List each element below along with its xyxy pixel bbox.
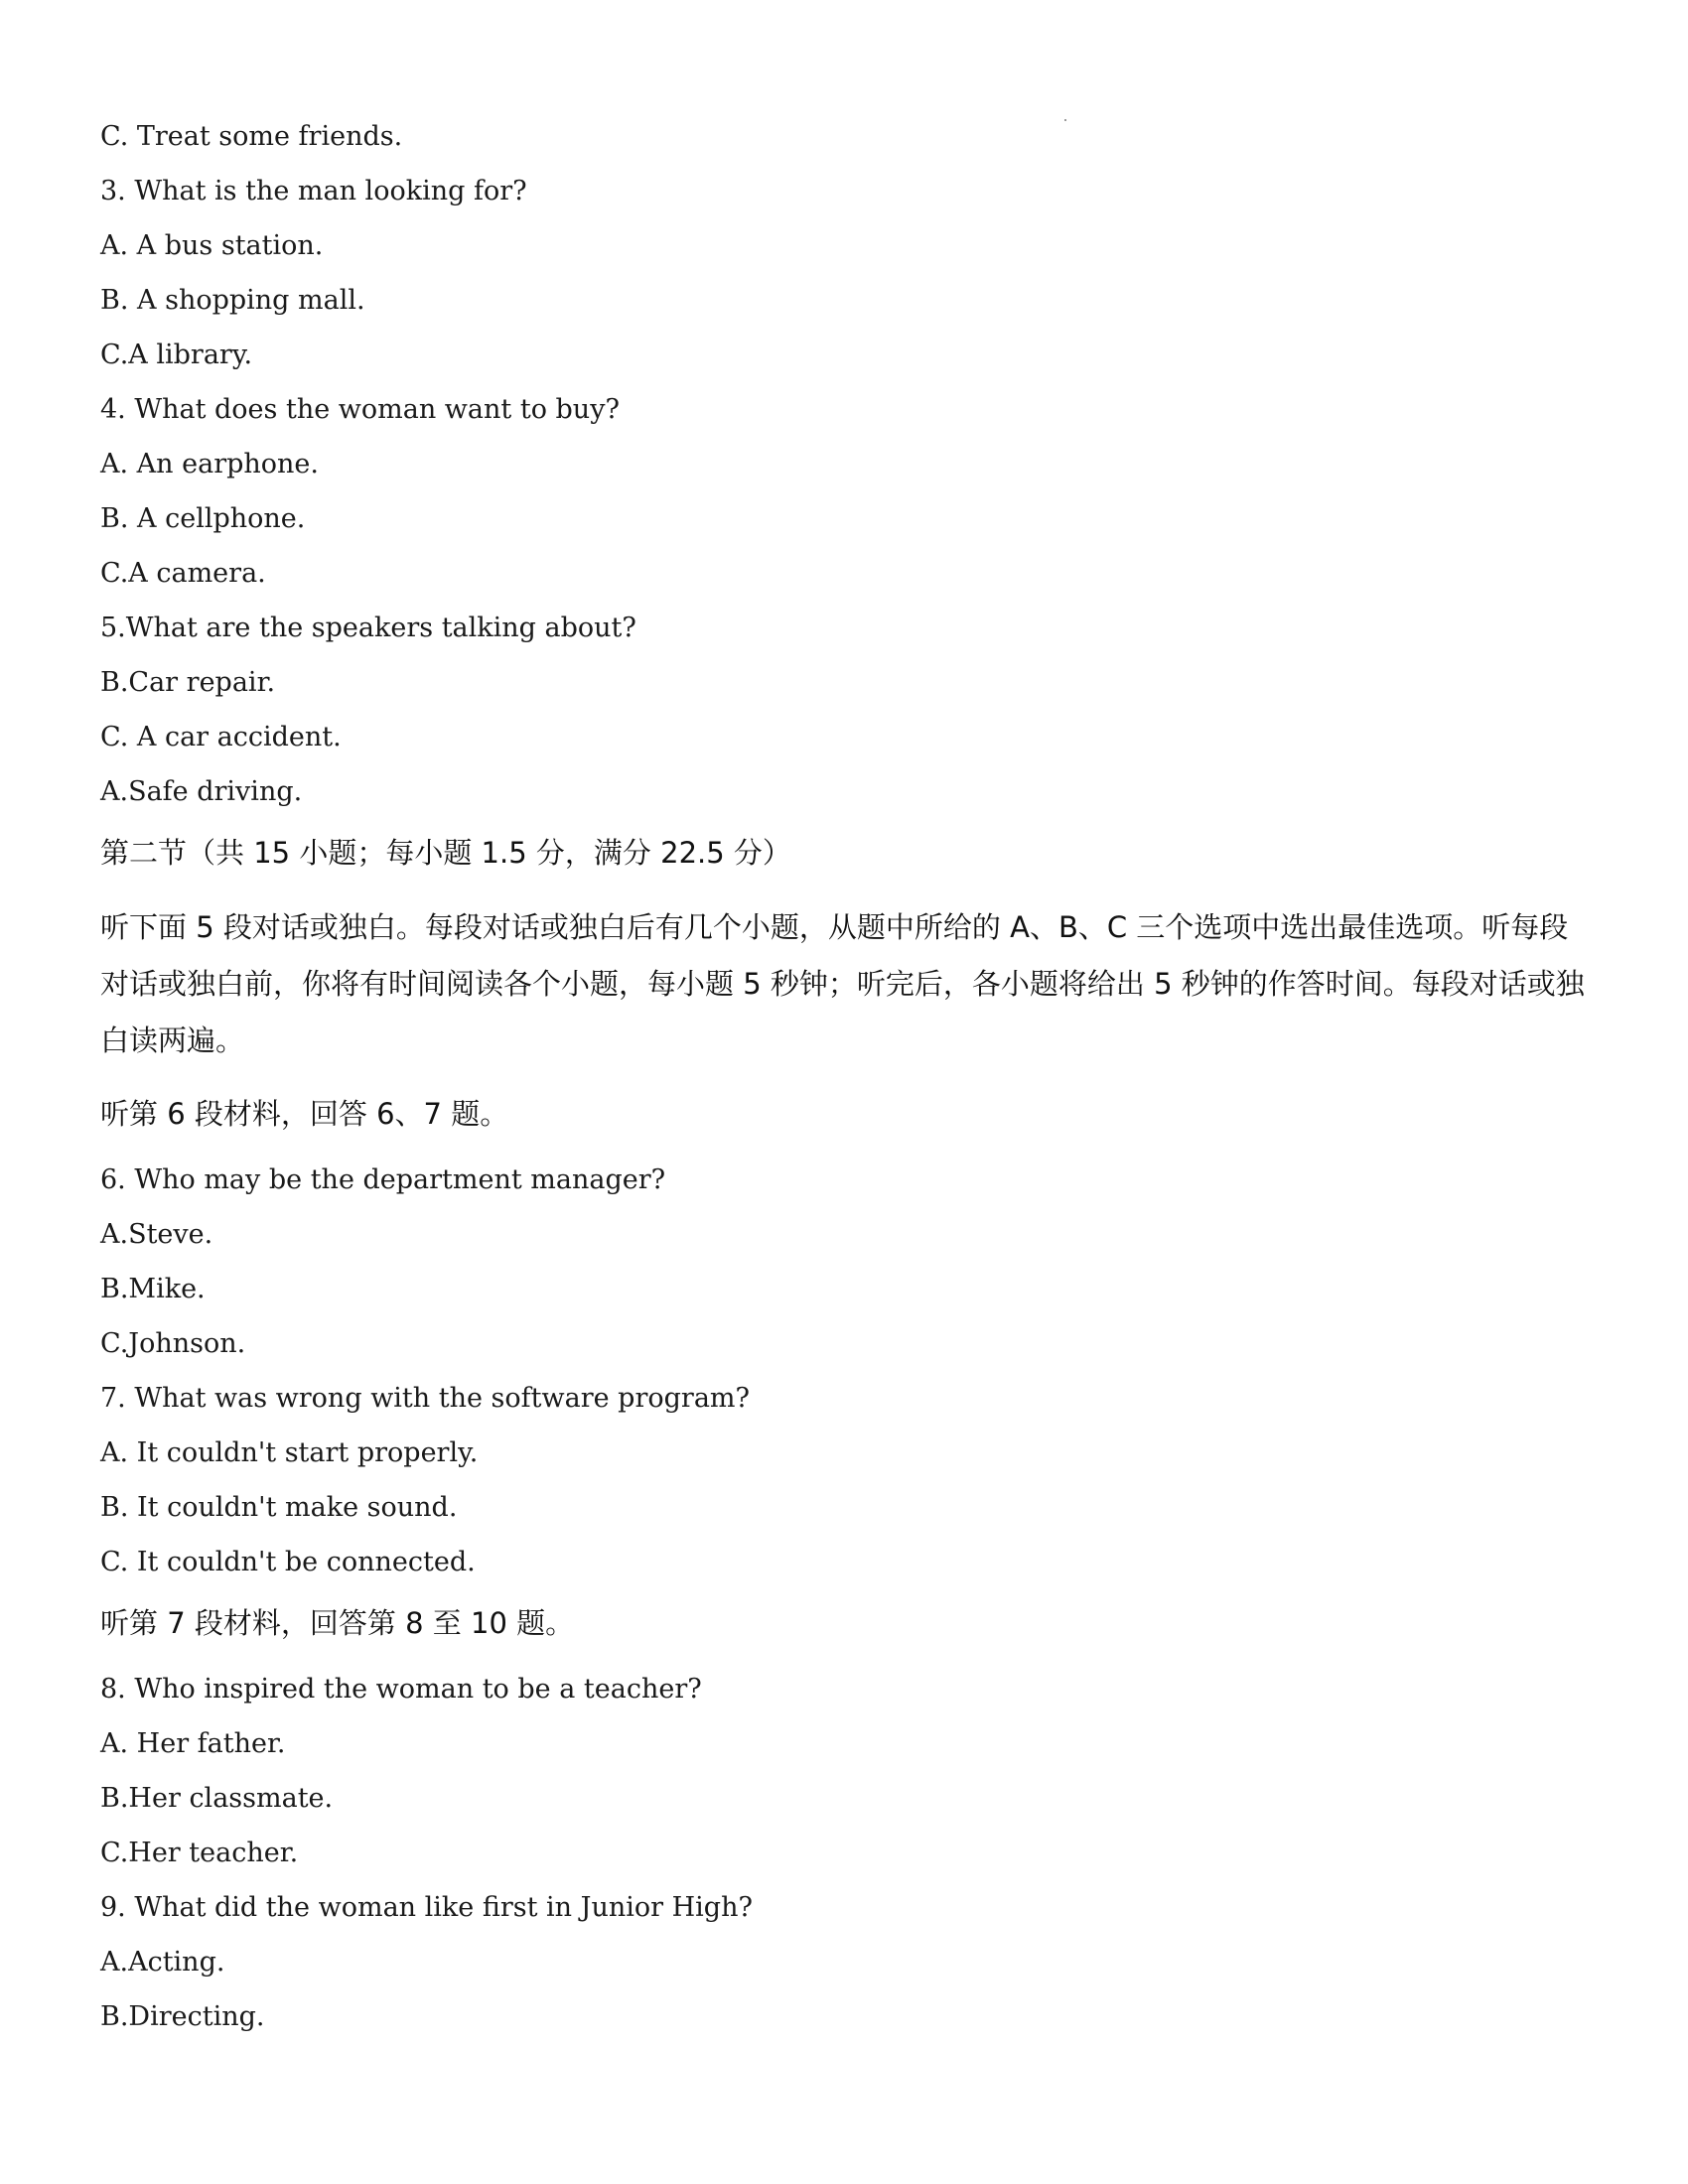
question-line: 7. What was wrong with the software program? xyxy=(100,1383,750,1414)
section-heading: 第二节（共 15 小题；每小题 1.5 分，满分 22.5 分） xyxy=(100,836,791,870)
option-line: C.A camera. xyxy=(100,558,266,589)
instructions-line: 听下面 5 段对话或独白。每段对话或独白后有几个小题，从题中所给的 A、B、C 三个选项中选出最佳选项。听每段 xyxy=(100,910,1569,944)
option-line: B.Her classmate. xyxy=(100,1783,334,1814)
question-line: 8. Who inspired the woman to be a teacher? xyxy=(100,1674,702,1705)
question-line: 4. What does the woman want to buy? xyxy=(100,394,620,425)
option-line: C.Johnson. xyxy=(100,1328,246,1359)
material-heading: 听第 6 段材料，回答 6、7 题。 xyxy=(100,1097,509,1131)
instructions-line: 对话或独白前，你将有时间阅读各个小题，每小题 5 秒钟；听完后，各小题将给出 5 秒钟的作答时间。每段对话或独 xyxy=(100,967,1585,1001)
material-heading: 听第 7 段材料，回答第 8 至 10 题。 xyxy=(100,1606,575,1640)
instructions-line: 白读两遍。 xyxy=(100,1024,245,1057)
option-line: A.Acting. xyxy=(100,1947,225,1978)
option-line: A. Her father. xyxy=(100,1728,286,1759)
question-line: 6. Who may be the department manager? xyxy=(100,1164,666,1195)
question-line: 9. What did the woman like first in Junior High? xyxy=(100,1892,753,1923)
question-line: 5.What are the speakers talking about? xyxy=(100,613,636,643)
scan-speck xyxy=(1064,119,1066,121)
option-line: C.A library. xyxy=(100,340,253,370)
option-line: B.Car repair. xyxy=(100,667,276,698)
option-line: A. An earphone. xyxy=(100,449,319,479)
option-line: B. It couldn't make sound. xyxy=(100,1492,458,1523)
question-line: 3. What is the man looking for? xyxy=(100,176,527,206)
option-line: C.Her teacher. xyxy=(100,1838,299,1868)
option-line: A. A bus station. xyxy=(100,230,324,261)
option-line: C. A car accident. xyxy=(100,722,342,752)
option-line: B. A cellphone. xyxy=(100,503,306,534)
instructions-paragraph xyxy=(100,899,1590,1069)
option-line: B. A shopping mall. xyxy=(100,285,365,316)
option-line: A. It couldn't start properly. xyxy=(100,1437,479,1468)
option-line: B.Mike. xyxy=(100,1274,206,1304)
option-line: B.Directing. xyxy=(100,2001,265,2032)
option-line: A.Safe driving. xyxy=(100,776,303,807)
option-line: C. Treat some friends. xyxy=(100,121,403,152)
option-line: C. It couldn't be connected. xyxy=(100,1547,476,1577)
option-line: A.Steve. xyxy=(100,1219,213,1250)
